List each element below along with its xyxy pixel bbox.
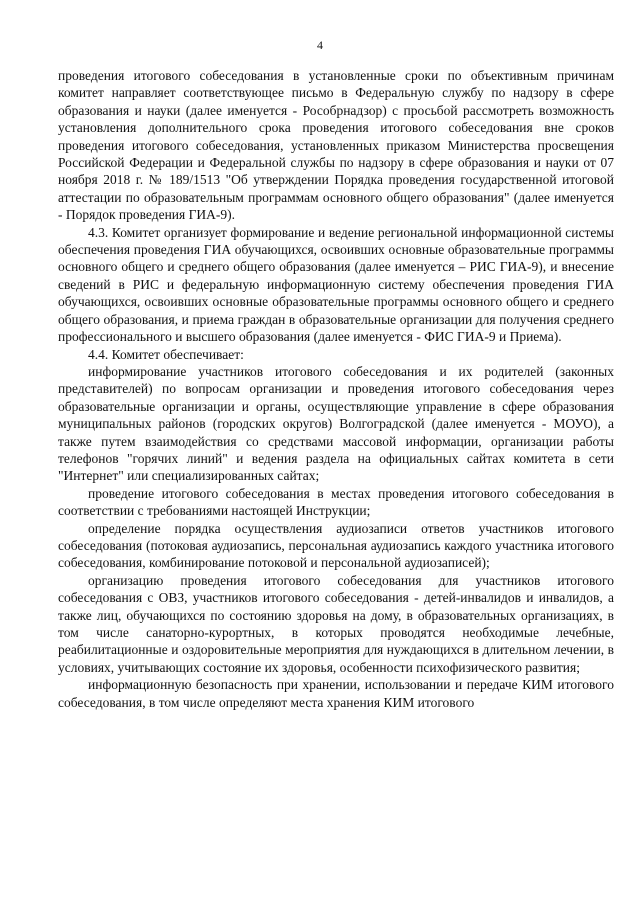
list-item-audio-recording: определение порядка осуществления аудиозаписи ответов участников итогового собеседования (потоковая аудиозапись, персональная аудиозапись каждого участника итогового собеседования, комбинирование потоковой и персональной аудиозаписей); [58, 520, 614, 571]
list-item-information-security: информационную безопасность при хранении, использовании и передаче КИМ итогового собеседования, в том числе определяют места хранения КИМ итогового [58, 677, 614, 710]
list-item-special-conditions: организацию проведения итогового собеседования для участников итогового собеседования с ОВЗ, участников итогового собеседования - детей-инвалидов и инвалидов, а также лиц, обучающихся по состоянию здоровья на дому, в образовательных организациях, в том числе санаторно-курортных, в которых проводятся необходимые лечебные, реабилитационные и оздоровительные мероприятия для нуждающихся в длительном лечении, в условиях, учитывающих состояние их здоровья, особенности психофизического развития; [58, 572, 614, 675]
page-number: 4 [317, 38, 323, 52]
paragraph-4-3: 4.3. Комитет организует формирование и ведение региональной информационной системы обеспечения проведения ГИА обучающихся, освоивших основные образовательные программы основного общего и среднего общего образования (далее именуется – РИС ГИА-9), и внесение сведений в РИС и федеральную информационную систему обеспечения проведения ГИА обучающихся, освоивших основные образовательные программы основного общего и среднего общего образования, и приема граждан в образовательные организации для получения среднего профессионального и высшего образования (далее именуется - ФИС ГИА-9 и Приема). [58, 224, 614, 345]
document-body [58, 67, 614, 711]
list-item-informing: информирование участников итогового собеседования и их родителей (законных представителей) по вопросам организации и проведения итогового собеседования через образовательные организации и органы, осуществляющие управление в сфере образования муниципальных районов (городских округов) Волгоградской (далее именуется - МОУО), а также путем взаимодействия со средствами массовой информации, организации работы телефонов "горячих линий" и ведения раздела на официальных сайтах комитета в сети "Интернет" или специализированных сайтах; [58, 363, 614, 484]
list-item-conducting: проведение итогового собеседования в местах проведения итогового собеседования в соответствии с требованиями настоящей Инструкции; [58, 485, 614, 519]
paragraph-4-4-heading: 4.4. Комитет обеспечивает: [88, 346, 244, 362]
paragraph-continuation: проведения итогового собеседования в установленные сроки по объективным причинам комитет направляет соответствующее письмо в Федеральную службу по надзору в сфере образования и науки (далее именуется - Рособрнадзор) с просьбой рассмотреть возможность установления дополнительного срока проведения итогового собеседования вне сроков проведения итогового собеседования, установленных приказом Министерства просвещения Российской Федерации и Федеральной службы по надзору в сфере образования и науки от 07 ноября 2018 г. № 189/1513 "Об утверждении Порядка проведения государственной итоговой аттестации по образовательным программам основного общего образования" (далее именуется - Порядок проведения ГИА-9). [58, 68, 614, 223]
